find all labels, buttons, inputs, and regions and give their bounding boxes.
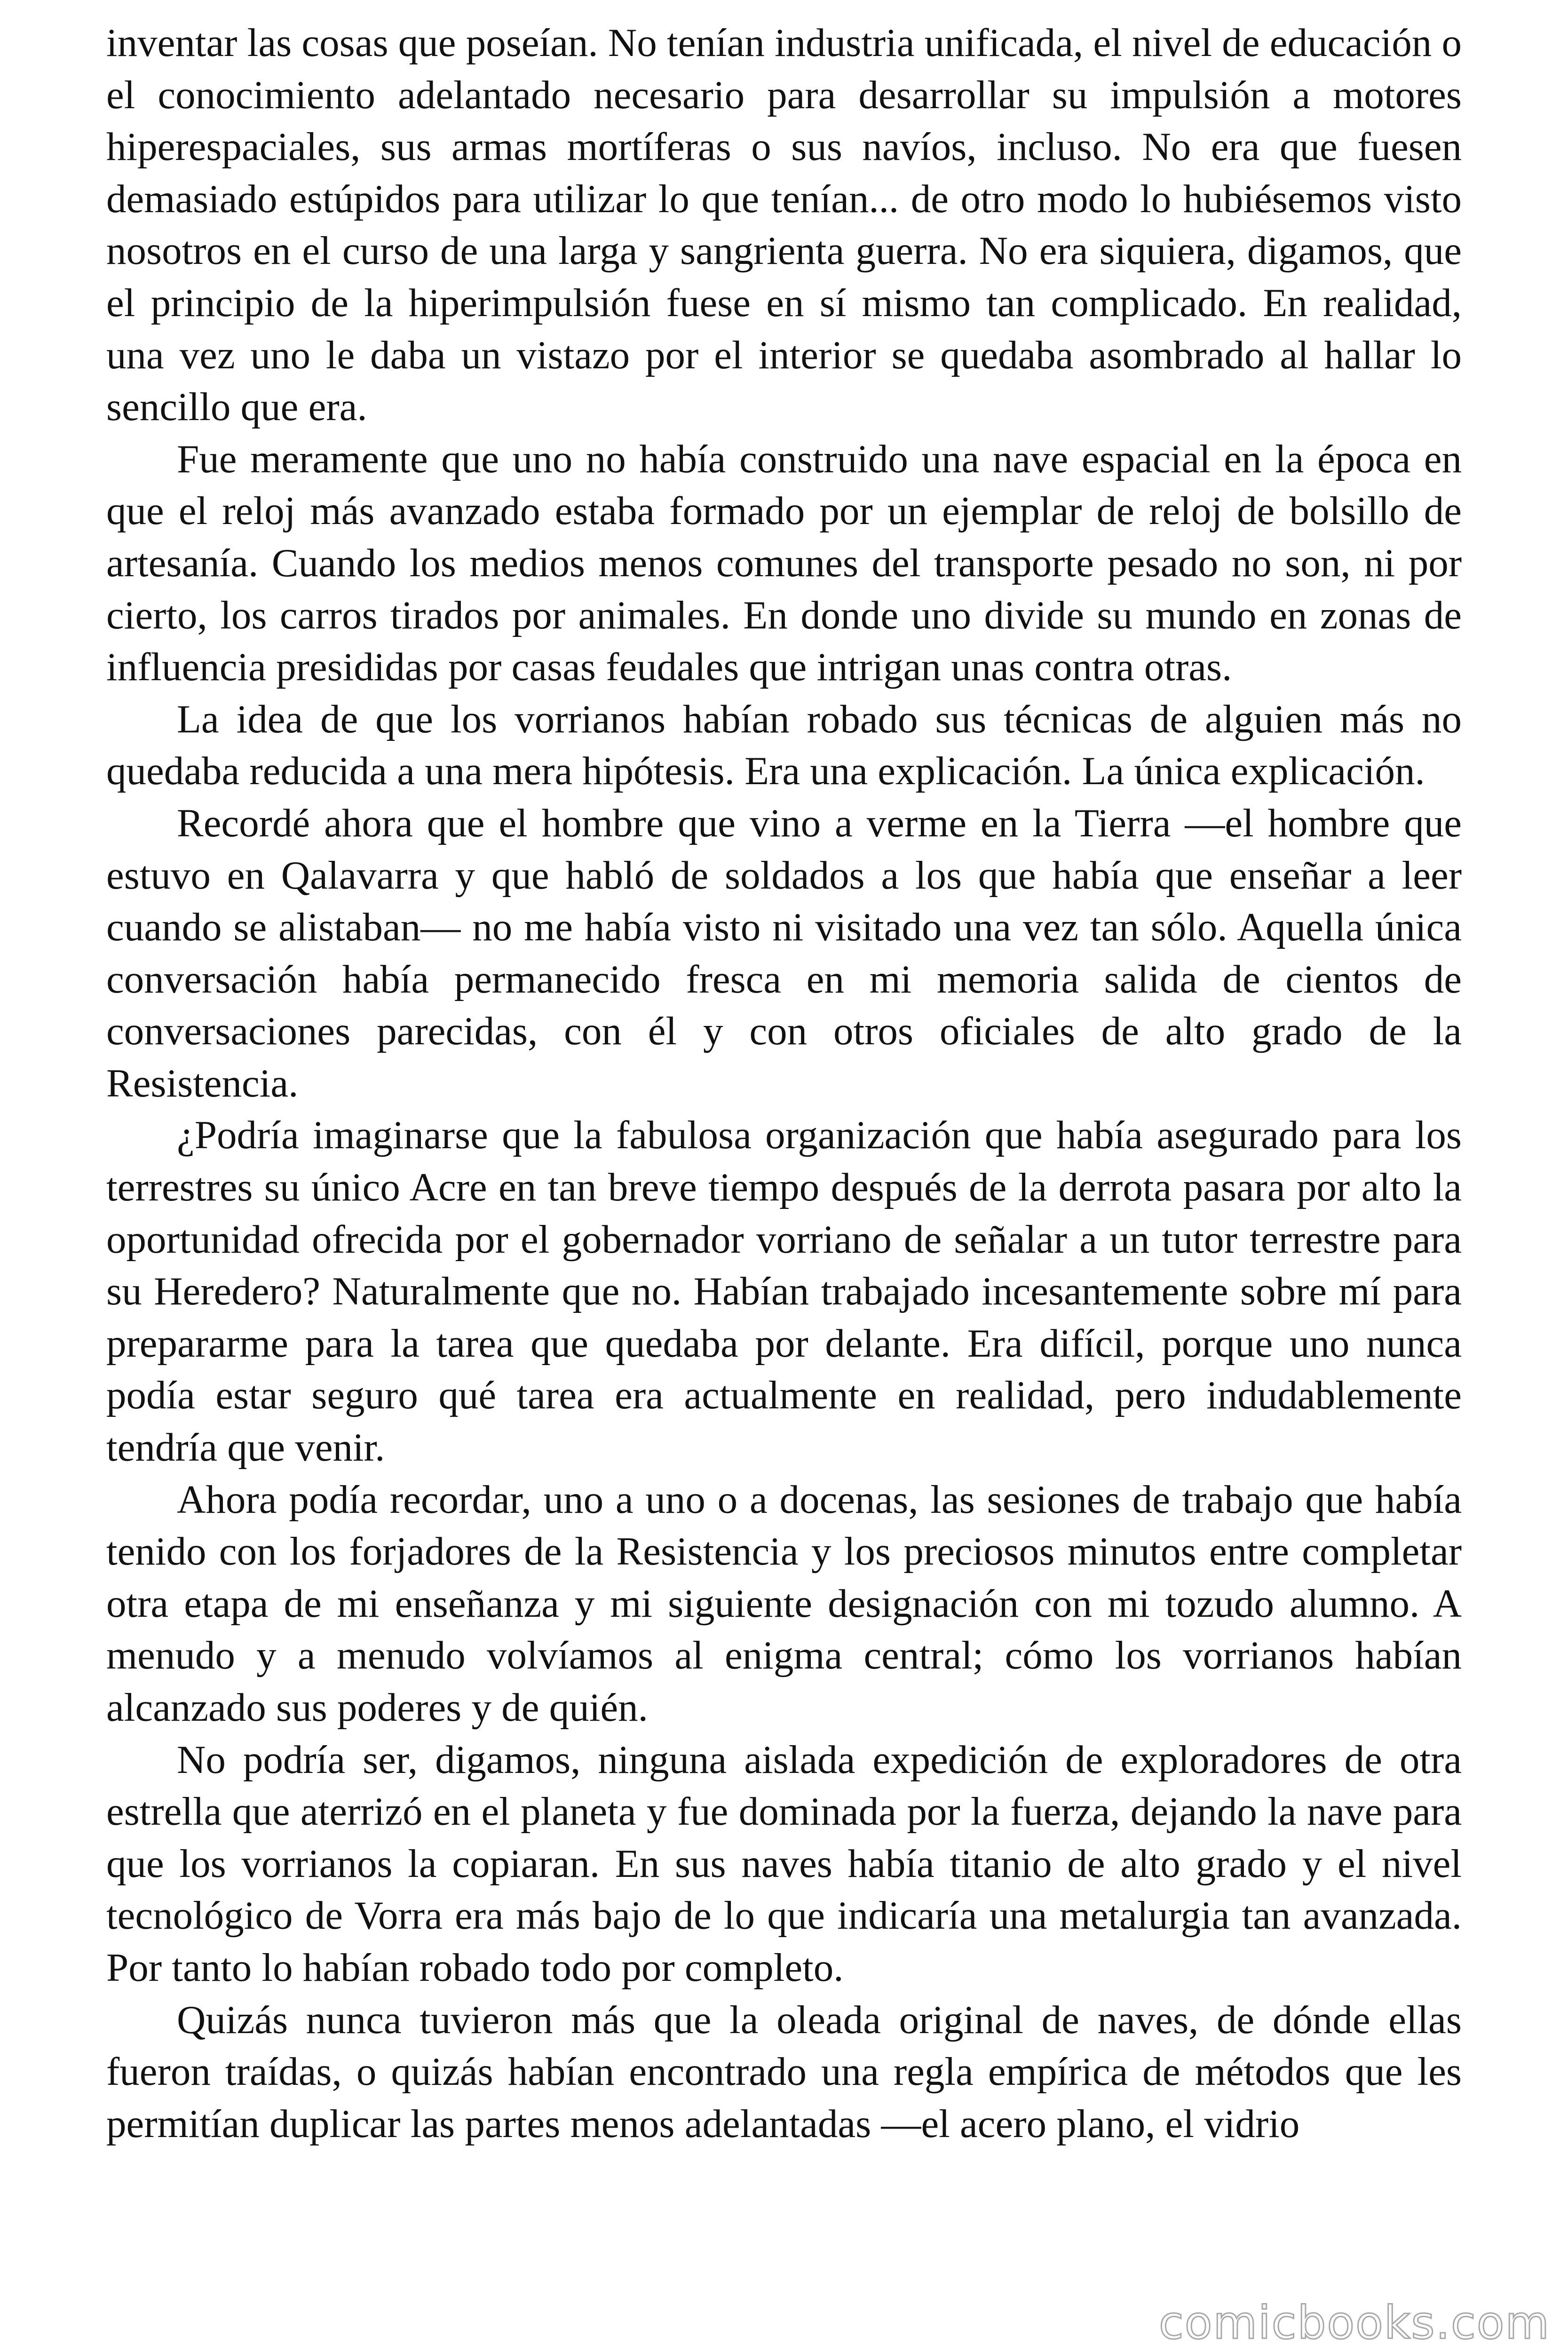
body-text (106, 17, 1462, 2150)
paragraph-6: Ahora podía recordar, uno a uno o a docenas, las sesiones de trabajo que había tenido con los forjadores de la Resistencia y los preciosos minutos entre completar otra etapa de mi enseñanza y mi siguiente designación con mi tozudo alumno. A menudo y a menudo volvíamos al enigma central; cómo los vorrianos habían alcanzado sus poderes y de quién. (106, 1477, 1462, 1730)
paragraph-8: Quizás nunca tuvieron más que la oleada original de naves, de dónde ellas fueron traídas, o quizás habían encontrado una regla empírica de métodos que les permitían duplicar las partes menos adelantadas —el acero plano, el vidrio (106, 1997, 1462, 2146)
paragraph-7: No podría ser, digamos, ninguna aislada expedición de exploradores de otra estrella que aterrizó en el planeta y fue dominada por la fuerza, dejando la nave para que los vorrianos la copiaran. En sus naves había titanio de alto grado y el nivel tecnológico de Vorra era más bajo de lo que indicaría una metalurgia tan avanzada. Por tanto lo habían robado todo por completo. (106, 1737, 1462, 1990)
paragraph-1: inventar las cosas que poseían. No tenían industria unificada, el nivel de educación o el conocimiento adelantado necesario para desarrollar su impulsión a motores hiperespaciales, sus armas mortíferas o sus navíos, incluso. No era que fuesen demasiado estúpidos para utilizar lo que tenían... de otro modo lo hubiésemos visto nosotros en el curso de una larga y sangrienta guerra. No era siquiera, digamos, que el principio de la hiperimpulsión fuese en sí mismo tan complicado. En realidad, una vez uno le daba un vistazo por el interior se quedaba asombrado al hallar lo sencillo que era. (106, 21, 1462, 429)
paragraph-3: La idea de que los vorrianos habían robado sus técnicas de alguien más no quedaba reducida a una mera hipótesis. Era una explicación. La única explicación. (106, 697, 1462, 794)
watermark: comicbooks.com (1158, 2296, 1550, 2349)
paragraph-4: Recordé ahora que el hombre que vino a verme en la Tierra —el hombre que estuvo en Qalavarra y que habló de soldados a los que había que enseñar a leer cuando se alistaban— no me había visto ni visitado una vez tan sólo. Aquella única conversación había permanecido fresca en mi memoria salida de cientos de conversaciones parecidas, con él y con otros oficiales de alto grado de la Resistencia. (106, 801, 1462, 1105)
paragraph-5: ¿Podría imaginarse que la fabulosa organización que había asegurado para los terrestres su único Acre en tan breve tiempo después de la derrota pasara por alto la oportunidad ofrecida por el gobernador vorriano de señalar a un tutor terrestre para su Heredero? Naturalmente que no. Habían trabajado incesantemente sobre mí para prepararme para la tarea que quedaba por delante. Era difícil, porque uno nunca podía estar seguro qué tarea era actualmente en realidad, pero indudablemente tendría que venir. (106, 1113, 1462, 1470)
paragraph-2: Fue meramente que uno no había construido una nave espacial en la época en que el reloj más avanzado estaba formado por un ejemplar de reloj de bolsillo de artesanía. Cuando los medios menos comunes del transporte pesado no son, ni por cierto, los carros tirados por animales. En donde uno divide su mundo en zonas de influencia presididas por casas feudales que intrigan unas contra otras. (106, 437, 1462, 690)
